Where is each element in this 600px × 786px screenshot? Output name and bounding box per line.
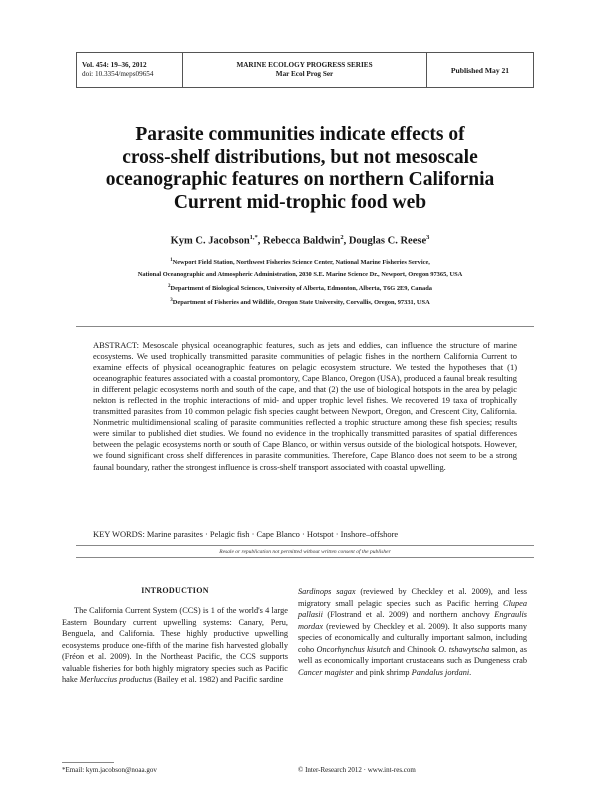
abstract: ABSTRACT: Mesoscale physical oceanographic features, such as jets and eddies, can influence the structure of marine ecosystems. We used trophically transmitted parasite communities of pelagic fishes in the northern California Current to examine effects of physical oceanographic features on pelagic ecosystem structure. We tested the hypotheses that (1) oceanographic features associated with a coastal promontory, Cape Blanco, Oregon (USA), produced a faunal break resulting in different pelagic ecosystems north and south of the cape, and that (2) the use of biological hotspots in the area by pelagic nekton is reflected in the trophic interactions of mid- and upper trophic level fishes. We recovered 19 taxa of trophically transmitted parasites from 10 common pelagic fish species caught between Newport, Oregon, and Crescent City, California. Nonmetric multidimensional scaling of parasite communities reflected a trophic structure among these fish species; results were similar to published diet studies. We found no evidence in the trophically transmitted parasites of spatial differences between the pelagic ecosystems north or south of Cape Blanco, or within versus outside of the biological hotspots. However, we found significant cross shelf differences in parasite communities. Therefore, Cape Blanco does not seem to be a strong faunal boundary, rather the strongest influence is cross-shelf transport associated with coastal upwelling. [93,340,517,472]
paragraph [62,605,288,686]
author-name: Rebecca Baldwin [263,235,341,247]
species-name: Oncorhynchus kisutch [316,644,391,654]
affil-text: Department of Biological Sciences, University of Alberta, Edmonton, Alberta, T6G 2E9, Canada [170,285,433,293]
affil-mark: 2 [167,284,171,290]
paragraph [298,586,527,678]
species-name: Pandalus jordani [411,667,470,677]
affil-text: Department of Fisheries and Wildlife, Oregon State University, Corvallis, Oregon, 97331, USA [172,299,430,307]
abstract-bottom-rule [76,545,534,546]
text-run: (Flostrand et al. 2009) and northern anchovy [322,610,495,619]
author-affil-mark: 2 [340,234,344,241]
journal-abbrev: Mar Ecol Prog Ser [275,70,334,78]
author-name: Douglas C. Reese [348,235,427,247]
header-journal-cell [183,53,427,87]
body-column-left [62,605,288,686]
affiliation-2 [60,281,540,295]
text-run: (Bailey et al. 1982) and Pacific sardine [152,675,284,684]
title-line: cross-shelf distributions, but not mesoscale [122,146,478,168]
text-run: and pink shrimp [353,667,412,677]
volume-info: Vol. 454: 19–36, 2012 [82,61,147,69]
affiliation-1 [60,255,540,269]
journal-name: MARINE ECOLOGY PROGRESS SERIES [236,61,373,69]
species-name: Merluccius productus [79,675,153,684]
species-name: Cancer magister [298,667,354,677]
title-line: Current mid-trophic food web [173,191,427,213]
published-date: Published May 21 [450,65,510,75]
author-affil-mark: 3 [426,234,430,241]
keywords: KEY WORDS: Marine parasites · Pelagic fish · Cape Blanco · Hotspot · Inshore–offshore [93,529,399,539]
doi[interactable]: doi: 10.3354/meps09654 [82,70,154,78]
text-run: . [469,667,472,677]
author-list: Kym C. Jacobson$^{1,*}$, Rebecca Baldwin$^2$, Douglas C. Reese$^3$ [170,234,430,247]
author-name: Kym C. Jacobson [170,235,250,247]
copyright: © Inter-Research 2012 · www.int-res.com [298,766,416,774]
title-line: oceanographic features on northern California [105,169,495,190]
notice-rule [76,557,534,558]
author-affil-mark: 1,* [249,234,258,241]
title-line: Parasite communities indicate effects of [135,124,465,145]
header-published-cell [427,53,533,87]
paper-title [60,124,540,214]
text-run: salmon, as well as economically important crustaceans such as Dungeness crab [298,644,527,665]
republication-notice: Resale or republication not permitted without written consent of the publisher [219,549,391,555]
body-column-right [298,586,527,678]
affiliation-1-cont: National Oceanographic and Atmospheric Administration, 2030 S.E. Marine Science Dr., Newport, Oregon 97365, USA [137,271,463,279]
affil-mark: 1 [170,258,173,263]
species-name: Sardinops sagax [298,587,356,596]
species-name: O. tshawytscha [438,644,490,654]
species-name: Engraulis mordax [298,610,527,631]
header-volume-cell [77,53,183,87]
abstract-top-rule [76,326,534,327]
text-run: (reviewed by Checkley et al. 2009). It also supports many species of economically and culturally important salmon, including coho [298,621,527,654]
section-heading: INTRODUCTION [141,586,209,595]
affil-text: Newport Field Station, Northwest Fisheries Science Center, National Marine Fisheries Service, [172,259,430,267]
text-run: (reviewed by Checkley et al. 2009), and less migratory small pelagic species such as Pacific herring [298,587,527,608]
affiliations [60,255,540,309]
corresponding-email[interactable]: *Email: kym.jacobson@noaa.gov [62,766,157,774]
text-run: and Chinook [390,644,439,654]
journal-header [76,52,534,88]
affil-mark: 3 [170,298,173,304]
species-name: Clupea pallasii [298,598,527,619]
text-run: The California Current System (CCS) is 1 of the world's 4 large Eastern Boundary current upwelling systems: Canary, Peru, Benguela, and California. These highly productive upwelling ecosystems produce one-fifth of the marine fish harvested globally (Fréon et al. 2009). In the Northeast Pacific, the CCS supports valuable fisheries for both highly migratory species such as Pacific hake [62,606,288,684]
footnote-rule [62,762,114,763]
affiliation-3 [60,295,540,309]
